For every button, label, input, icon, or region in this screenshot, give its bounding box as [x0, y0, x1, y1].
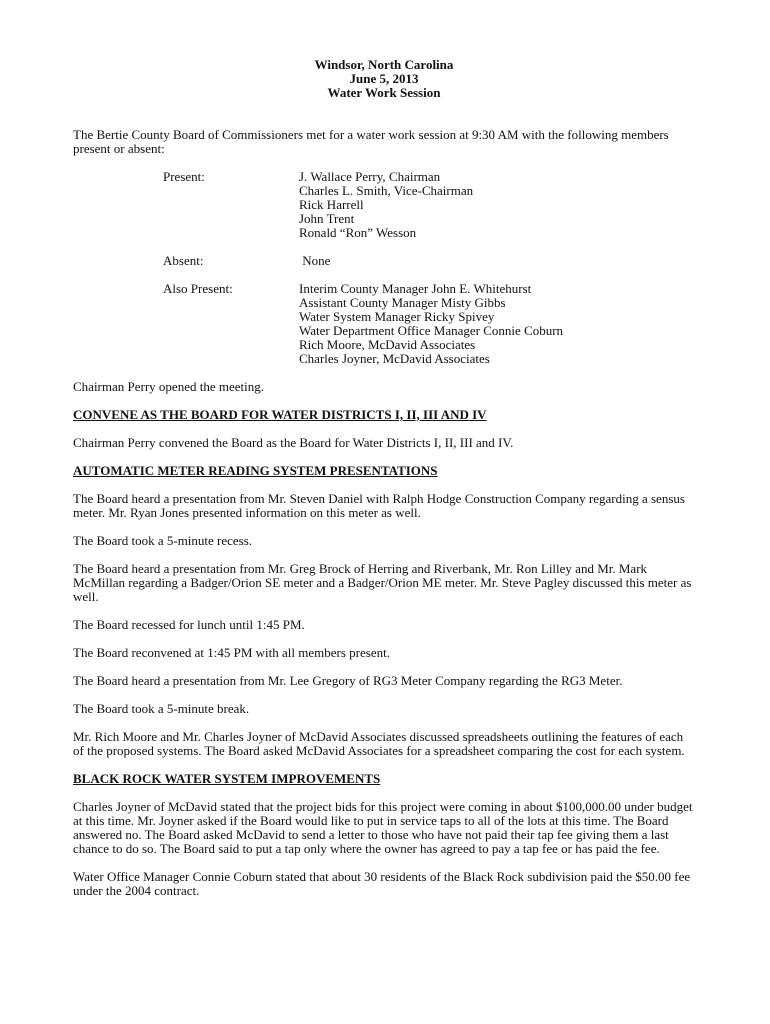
present-member: Rick Harrell	[299, 197, 364, 212]
present-member: Ronald “Ron” Wesson	[299, 225, 417, 240]
absent-member: None	[299, 253, 331, 268]
section-paragraph: Water Office Manager Connie Coburn stated that about 30 residents of the Black Rock subdivision paid the $50.00 fee under the 2004 contract.	[73, 869, 691, 898]
section-heading: CONVENE AS THE BOARD FOR WATER DISTRICTS I, II, III AND IV	[73, 407, 487, 422]
section-paragraph: Chairman Perry convened the Board as the Board for Water Districts I, II, III and IV.	[73, 435, 514, 450]
present-member: J. Wallace Perry, Chairman	[299, 169, 441, 184]
absent-label: Absent:	[163, 253, 204, 268]
section-paragraph: The Board heard a presentation from Mr. Steven Daniel with Ralph Hodge Construction Company regarding a sensus meter. Mr. Ryan Jones presented information on this meter as well.	[73, 491, 685, 520]
intro-paragraph: The Bertie County Board of Commissioners met for a water work session at 9:30 AM with the following members present or absent:	[73, 127, 669, 156]
present-member: Charles L. Smith, Vice-Chairman	[299, 183, 474, 198]
header-location: Windsor, North Carolina	[314, 57, 454, 72]
section-paragraph: The Board took a 5-minute break.	[73, 701, 250, 716]
absent-names	[299, 254, 330, 268]
also-present-names	[299, 282, 563, 366]
section-paragraph: The Board recessed for lunch until 1:45 PM.	[73, 617, 305, 632]
present-label: Present:	[163, 169, 205, 184]
present-group	[163, 170, 695, 240]
section-heading: AUTOMATIC METER READING SYSTEM PRESENTATIONS	[73, 463, 438, 478]
document-page	[73, 58, 695, 898]
present-names	[299, 170, 473, 240]
section-convene	[73, 408, 695, 450]
also-present-member: Interim County Manager John E. Whitehurst	[299, 281, 532, 296]
section-paragraph: Mr. Rich Moore and Mr. Charles Joyner of McDavid Associates discussed spreadsheets outlining the features of each of the proposed systems. The Board asked McDavid Associates for a spreadsheet comparing the cost for each system.	[73, 729, 685, 758]
header-session: Water Work Session	[327, 85, 441, 100]
also-present-member: Rich Moore, McDavid Associates	[299, 337, 476, 352]
meeting-opened-paragraph: Chairman Perry opened the meeting.	[73, 379, 264, 394]
section-paragraph: Charles Joyner of McDavid stated that the project bids for this project were coming in about $100,000.00 under budget at this time. Mr. Joyner asked if the Board would like to put in service taps to all of the lots at this time. The Board answered no. The Board asked McDavid to send a letter to those who have not paid their tap fee giving them a last chance to do so. The Board said to put a tap only where the owner has agreed to pay a tap fee or has paid the fee.	[73, 799, 693, 856]
absent-group	[163, 254, 695, 268]
present-member: John Trent	[299, 211, 355, 226]
also-present-member: Water System Manager Ricky Spivey	[299, 309, 495, 324]
header-date: June 5, 2013	[349, 71, 419, 86]
section-paragraph: The Board reconvened at 1:45 PM with all members present.	[73, 645, 390, 660]
section-paragraph: The Board heard a presentation from Mr. Lee Gregory of RG3 Meter Company regarding the RG3 Meter.	[73, 673, 623, 688]
document-header	[73, 58, 695, 100]
section-paragraph: The Board heard a presentation from Mr. Greg Brock of Herring and Riverbank, Mr. Ron Lilley and Mr. Mark McMillan regarding a Badger/Orion SE meter and a Badger/Orion ME meter. Mr. Steve Pagley discussed this meter as well.	[73, 561, 692, 604]
also-present-label: Also Present:	[163, 281, 233, 296]
also-present-member: Water Department Office Manager Connie Coburn	[299, 323, 564, 338]
also-present-group	[163, 282, 695, 366]
attendance-list	[163, 170, 695, 366]
also-present-member: Assistant County Manager Misty Gibbs	[299, 295, 506, 310]
section-heading: BLACK ROCK WATER SYSTEM IMPROVEMENTS	[73, 771, 381, 786]
section-meter-presentations	[73, 464, 695, 758]
section-black-rock	[73, 772, 695, 898]
also-present-member: Charles Joyner, McDavid Associates	[299, 351, 490, 366]
section-paragraph: The Board took a 5-minute recess.	[73, 533, 253, 548]
